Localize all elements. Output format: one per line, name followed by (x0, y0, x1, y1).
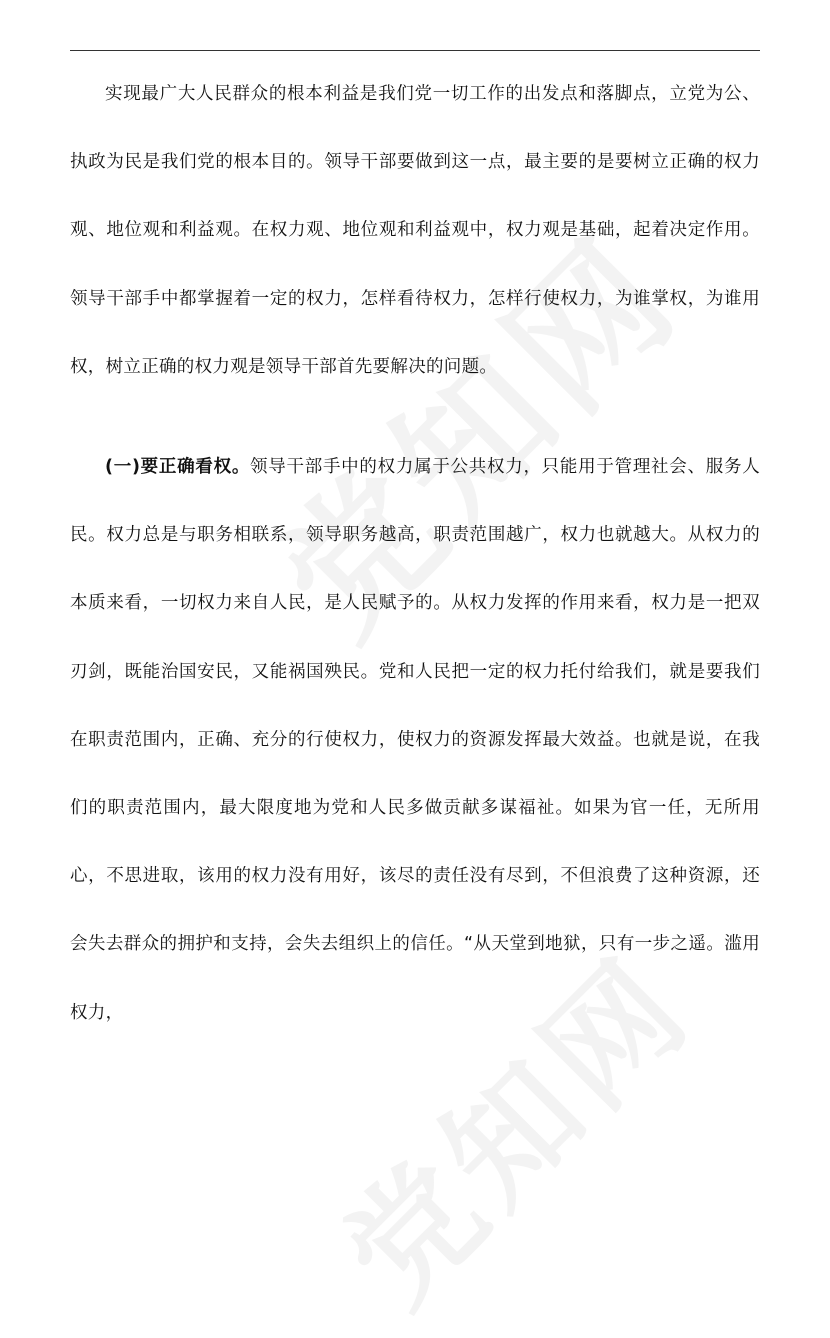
paragraph-section-1 (70, 433, 760, 1047)
paragraph-intro-text: 实现最广大人民群众的根本利益是我们党一切工作的出发点和落脚点，立党为公、执政为民是我们党的根本目的。领导干部要做到这一点，最主要的是要树立正确的权力观、地位观和利益观。在权力观、地位观和利益观中，权力观是基础，起着决定作用。领导干部手中都掌握着一定的权力，怎样看待权力，怎样行使权力，为谁掌权，为谁用权，树立正确的权力观是领导干部首先要解决的问题。 (70, 84, 760, 377)
paragraph-section-1-text: 领导干部手中的权力属于公共权力，只能用于管理社会、服务人民。权力总是与职务相联系，领导职务越高，职责范围越广，权力也就越大。从权力的本质来看，一切权力来自人民，是人民赋予的。从权力发挥的作用来看，权力是一把双刃剑，既能治国安民，又能祸国殃民。党和人民把一定的权力托付给我们，就是要我们在职责范围内，正确、充分的行使权力，使权力的资源发挥最大效益。也就是说，在我们的职责范围内，最大限度地为党和人民多做贡献多谋福祉。如果为官一任，无所用心，不思进取，该用的权力没有用好，该尽的责任没有尽到，不但浪费了这种资源，还会失去群众的拥护和支持，会失去组织上的信任。“从天堂到地狱，只有一步之遥。滥用权力， (70, 457, 760, 1023)
header-rule (70, 50, 760, 51)
paragraph-intro (70, 60, 760, 401)
document-body (70, 60, 760, 1047)
section-heading: (一)要正确看权。 (105, 457, 251, 478)
